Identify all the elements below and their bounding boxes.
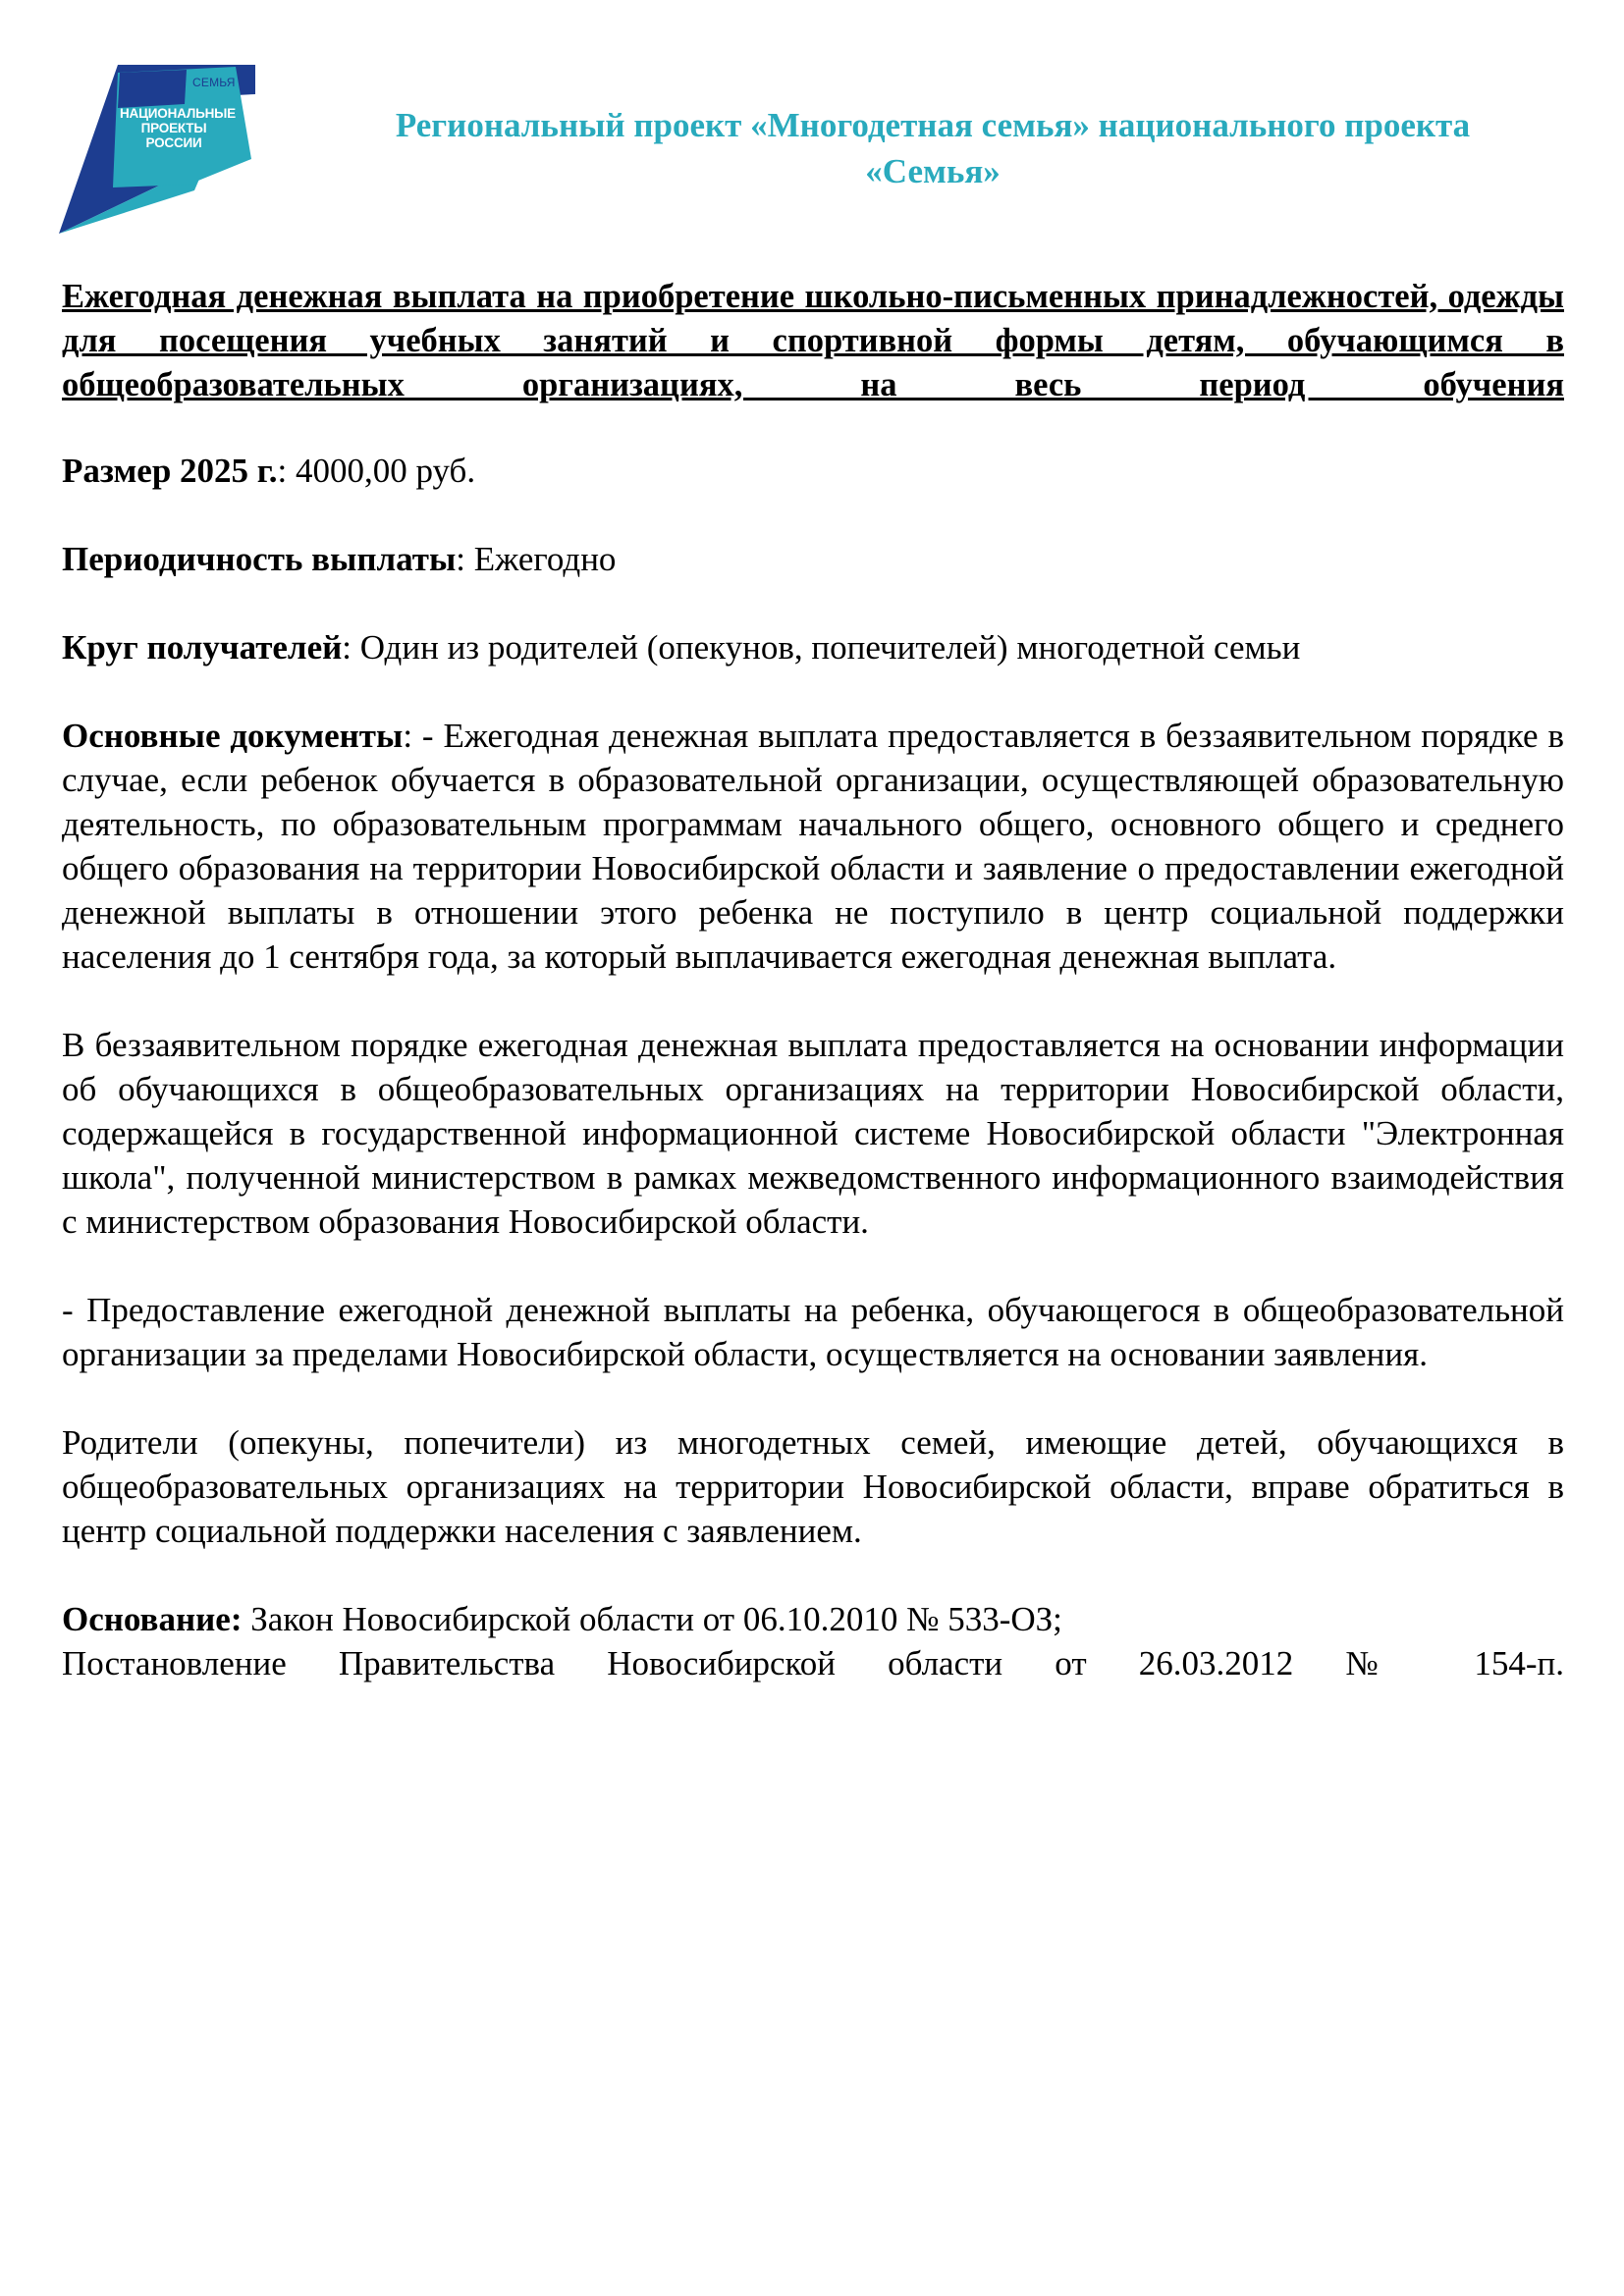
national-projects-logo — [59, 65, 255, 234]
legal-basis-line-1: Закон Новосибирской области от 06.10.2010 № 533-ОЗ; — [242, 1600, 1062, 1638]
recipients — [62, 625, 1564, 669]
payment-frequency-label: Периодичность выплаты — [62, 540, 457, 578]
payment-size-label: Размер 2025 г. — [62, 452, 278, 490]
project-title-line-1: Региональный проект «Многодетная семья» национального проекта — [395, 106, 1471, 144]
payment-frequency-value: : Ежегодно — [456, 540, 617, 578]
document-content — [62, 275, 1564, 1730]
legal-basis — [62, 1597, 1564, 1641]
payment-size — [62, 449, 1564, 493]
recipients-value: : Один из родителей (опекунов, попечителей) многодетной семьи — [342, 628, 1301, 667]
payment-size-value: : 4000,00 руб. — [277, 452, 476, 490]
main-documents — [62, 714, 1564, 979]
logo-line-2: ПРОЕКТЫ — [140, 121, 207, 135]
project-title — [265, 102, 1600, 194]
logo-top-text: СЕМЬЯ — [192, 76, 236, 89]
recipients-label: Круг получателей — [62, 628, 343, 667]
main-documents-label: Основные документы — [62, 717, 404, 755]
logo-line-1: НАЦИОНАЛЬНЫЕ — [120, 106, 236, 121]
paragraph-2: - Предоставление ежегодной денежной выплаты на ребенка, обучающегося в общеобразовательной организации за пределами Новосибирской области, осуществляется на основании заявления. — [62, 1291, 1564, 1373]
paragraph-1: В беззаявительном порядке ежегодная денежная выплата предоставляется на основании информации об обучающихся в общеобразовательных организациях на территории Новосибирской области, содержащейся в государственной информационной системе Новосибирской области "Электронная школа", полученной министерством в рамках межведомственного информационного взаимодействия с министерством образования Новосибирской области. — [62, 1026, 1564, 1241]
project-title-line-2: «Семья» — [865, 152, 1001, 190]
logo-line-3: РОССИИ — [145, 135, 202, 150]
payment-frequency — [62, 537, 1564, 581]
paragraph-3: Родители (опекуны, попечители) из многодетных семей, имеющие детей, обучающихся в общеобразовательных организациях на территории Новосибирской области, вправе обратиться в центр социальной поддержки населения с заявлением. — [62, 1423, 1564, 1550]
logo-text — [120, 106, 236, 150]
document-title: Ежегодная денежная выплата на приобретение школьно-письменных принадлежностей, одежды для посещения учебных занятий и спортивной формы детям, обучающимся в общеобразовательных организациях, на весь период обучения — [62, 278, 1564, 403]
legal-basis-label: Основание: — [62, 1600, 243, 1638]
legal-basis-line-2: Постановление Правительства Новосибирской области от 26.03.2012 № 154-п. — [62, 1644, 1564, 1682]
main-documents-value: : - Ежегодная денежная выплата предоставляется в беззаявительном порядке в случае, если ребенок обучается в образовательной организации, осуществляющей образовательную деятельность, по образовательным программам начального общего, основного общего и среднего общего образования на территории Новосибирской области и заявление о предоставлении ежегодной денежной выплаты в отношении этого ребенка не поступило в центр социальной поддержки населения до 1 сентября года, за который выплачивается ежегодная денежная выплата. — [62, 717, 1564, 976]
